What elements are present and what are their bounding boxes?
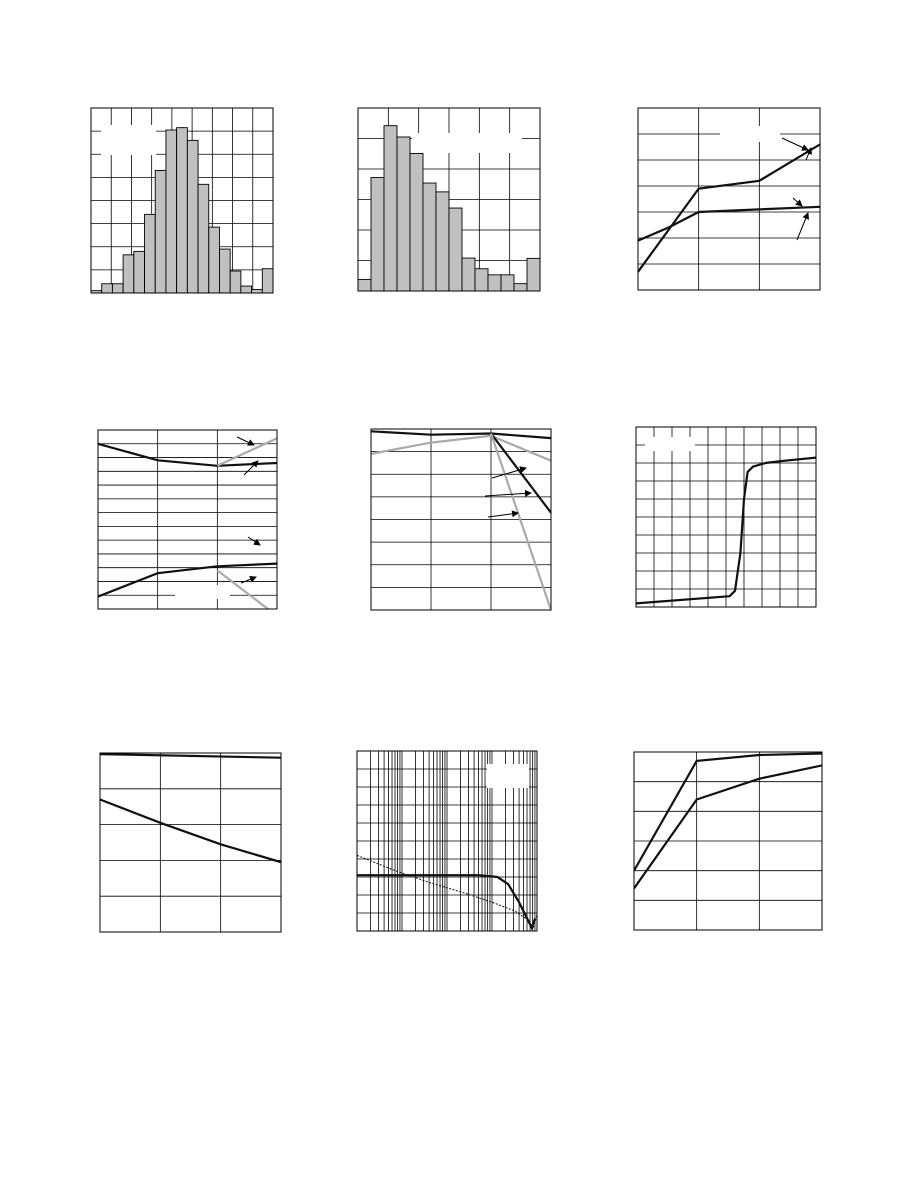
histogram-bar (123, 255, 134, 293)
chart-panel-9 (634, 752, 822, 930)
histogram-bar (177, 128, 188, 293)
histogram-bar (475, 269, 488, 291)
histogram-bar (462, 258, 475, 291)
histogram-bar (397, 137, 410, 291)
histogram-bar (112, 284, 123, 293)
legend-area (412, 133, 522, 153)
histogram-bar (134, 251, 145, 293)
histogram-bar (209, 227, 220, 293)
chart-panel-4 (98, 430, 277, 616)
histogram-bar (166, 130, 177, 293)
plot-area (100, 753, 281, 932)
histogram-bar (230, 271, 241, 293)
chart-panel-6 (636, 427, 816, 607)
histogram-bar (252, 290, 263, 293)
histogram-bar (384, 126, 397, 291)
histogram-bar (371, 178, 384, 291)
histogram-bar (219, 249, 230, 293)
histogram-bar (155, 170, 166, 293)
histogram-bar (358, 279, 371, 291)
chart-panel-8 (357, 751, 537, 931)
histogram-bar (449, 208, 462, 291)
chart-panel-7 (100, 753, 281, 932)
plot-area (98, 430, 277, 609)
histogram-bar (187, 140, 198, 293)
histogram-bar (488, 275, 501, 291)
histogram-bar (198, 184, 209, 293)
histogram-bar (102, 284, 113, 293)
histogram-bar (501, 275, 514, 291)
histogram-bar (241, 286, 252, 293)
chart-panel-3 (638, 108, 820, 290)
histogram-bar (527, 258, 540, 291)
histogram-bar (145, 214, 156, 293)
legend-area (487, 764, 529, 788)
legend-area (645, 437, 695, 451)
legend-area (101, 125, 156, 155)
chart-panel-2 (358, 108, 540, 291)
histogram-bar (423, 183, 436, 291)
chart-panel-1 (91, 108, 273, 293)
legend-area (175, 585, 230, 599)
legend-area (720, 126, 780, 142)
histogram-bar (436, 192, 449, 291)
histogram-bar (410, 153, 423, 291)
chart-panel-5 (371, 429, 551, 610)
histogram-bar (262, 269, 273, 293)
histogram-bar (514, 284, 527, 291)
